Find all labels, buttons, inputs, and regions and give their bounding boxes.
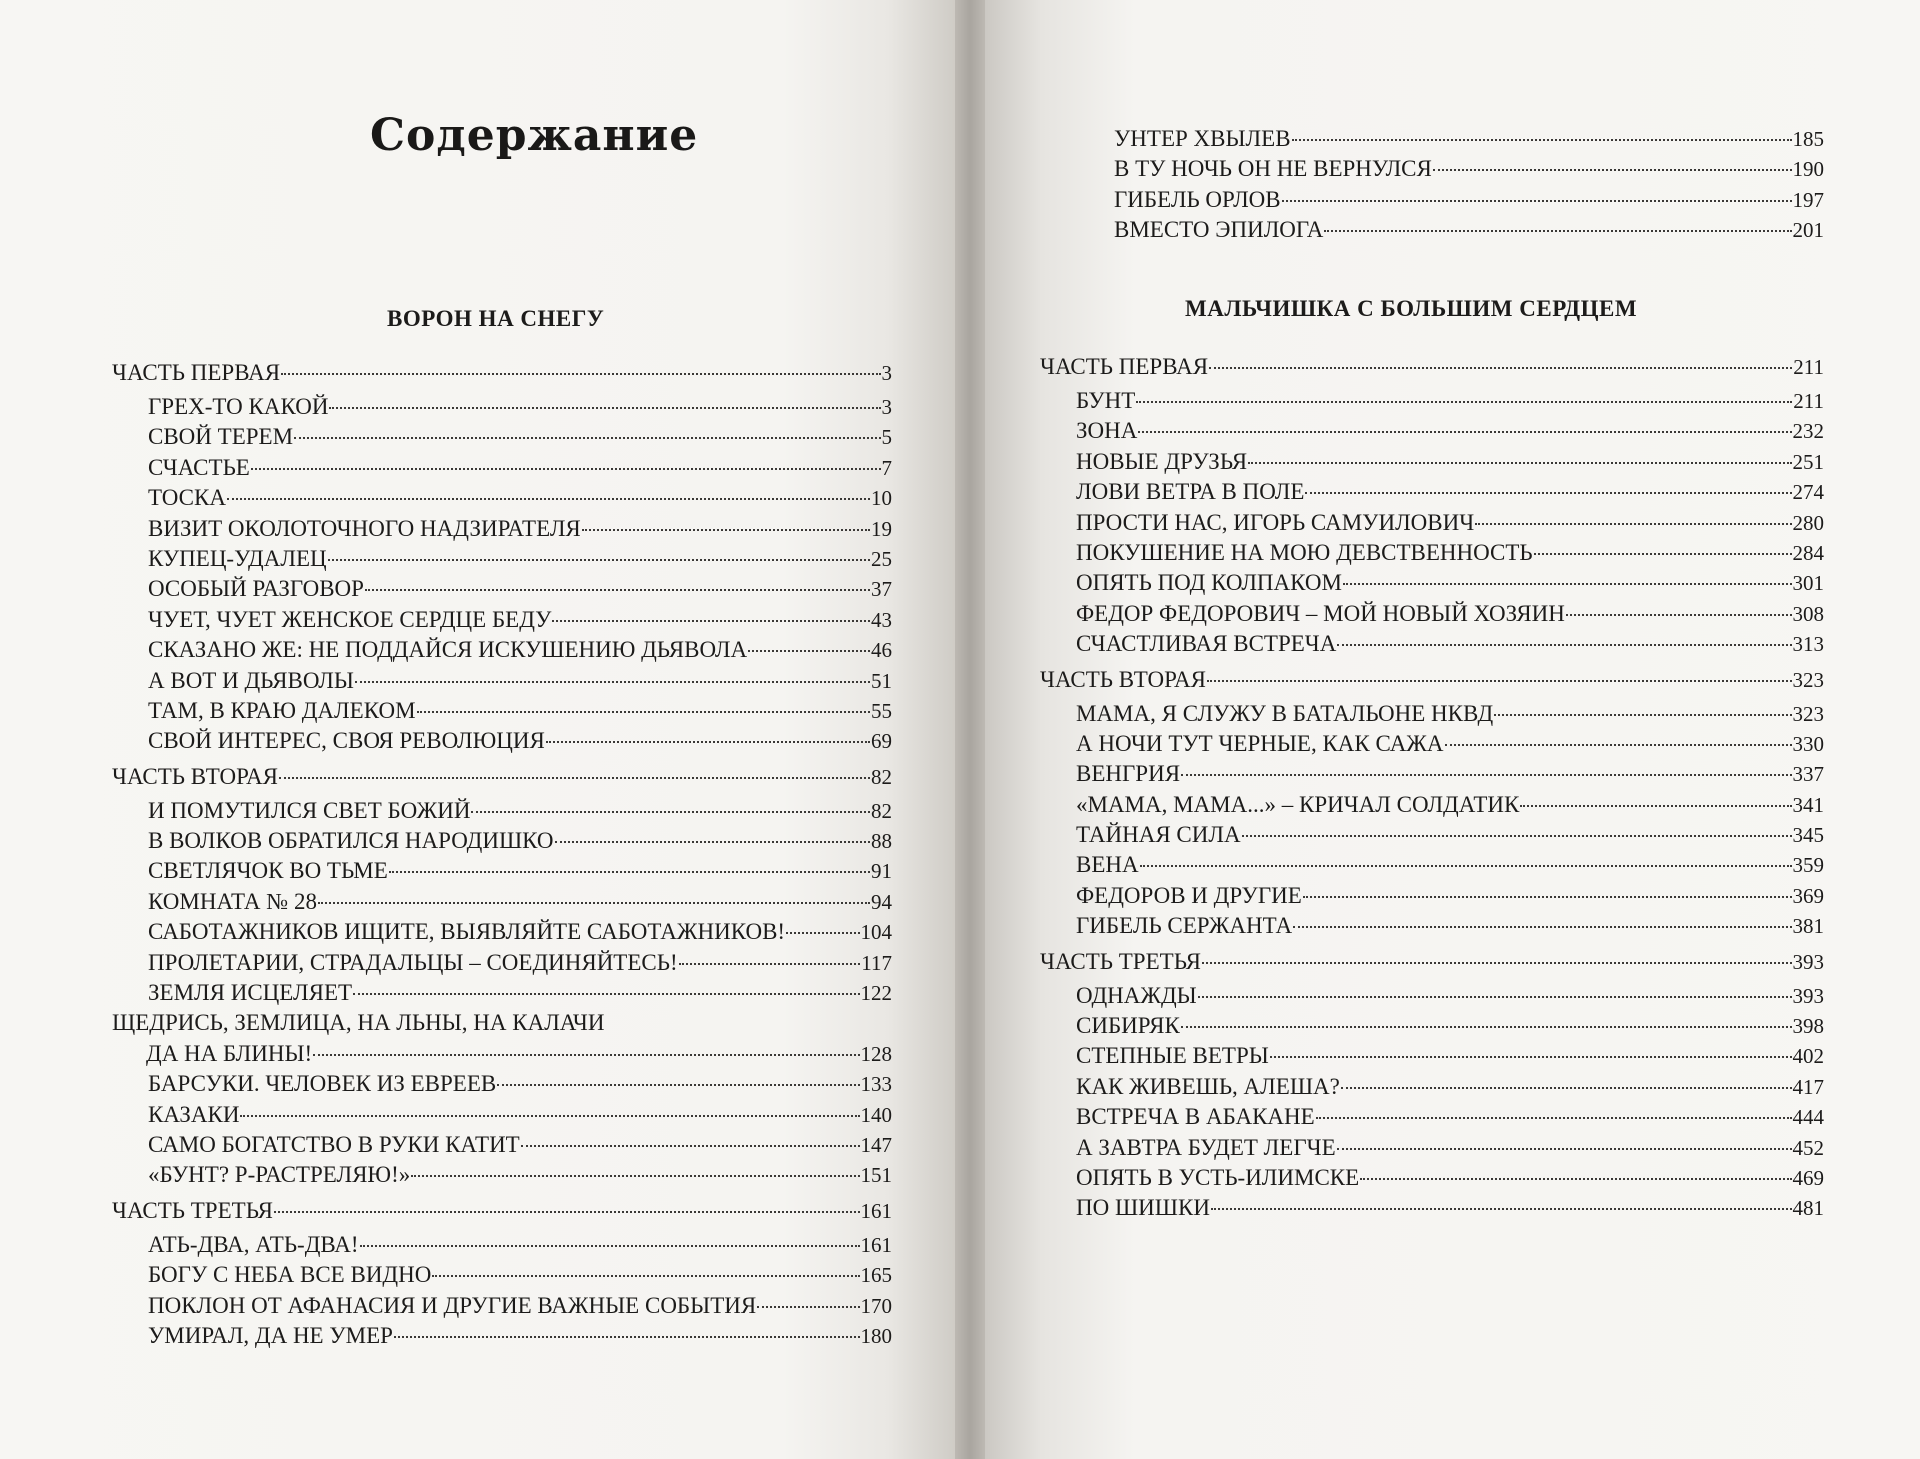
toc-page-number: 201 <box>1792 218 1824 243</box>
dot-leader <box>1198 996 1792 998</box>
book2-toc-row <box>1040 1133 1824 1163</box>
book2-toc-row <box>1040 1011 1824 1041</box>
book1-toc-row <box>112 1100 892 1130</box>
toc-page-number: 165 <box>860 1263 892 1288</box>
dot-leader <box>417 711 870 713</box>
dot-leader <box>1211 1208 1792 1210</box>
book1-toc-row <box>112 887 892 917</box>
dot-leader <box>1209 367 1792 369</box>
toc-entry-label: ВМЕСТО ЭПИЛОГА <box>1114 217 1324 243</box>
book1-toc-row <box>112 796 892 826</box>
dot-leader <box>1248 462 1791 464</box>
book2-toc-row <box>1040 568 1824 598</box>
toc-page-number: 232 <box>1792 419 1824 444</box>
toc-entry-label: ЗОНА <box>1076 418 1138 444</box>
toc-entry-label: ГРЕХ-ТО КАКОЙ <box>148 394 329 419</box>
book2-toc-row <box>1040 508 1824 538</box>
toc-page-number: 140 <box>860 1102 892 1127</box>
toc-entry-label: ФЕДОРОВ И ДРУГИЕ <box>1076 882 1302 908</box>
dot-leader <box>1324 230 1791 232</box>
book2-part-row <box>1040 660 1824 699</box>
toc-page-number: 308 <box>1792 601 1824 626</box>
toc-page-number: 211 <box>1793 389 1824 413</box>
toc-entry-label: ПО ШИШКИ <box>1076 1195 1210 1221</box>
book1-toc-continued-list <box>1078 124 1824 246</box>
toc-page-number: 122 <box>860 981 892 1006</box>
dot-leader <box>1282 200 1792 202</box>
book2-toc-row <box>1040 1072 1824 1102</box>
toc-entry-label: А ЗАВТРА БУДЕТ ЛЕГЧЕ <box>1076 1134 1336 1160</box>
toc-entry-label: ГИБЕЛЬ СЕРЖАНТА <box>1076 913 1293 939</box>
book1-toc-row <box>112 1008 892 1038</box>
book1-toc-row <box>112 696 892 726</box>
toc-page-number: 393 <box>1792 983 1824 1008</box>
dot-leader <box>1316 1117 1792 1119</box>
dot-leader <box>1305 492 1791 494</box>
toc-entry-label: КУПЕЦ-УДАЛЕЦ <box>148 545 327 571</box>
dot-leader <box>497 1084 859 1086</box>
toc-page-number: 197 <box>1792 187 1824 212</box>
toc-entry-label: УМИРАЛ, ДА НЕ УМЕР <box>148 1322 393 1348</box>
book1-toc-row <box>112 574 892 604</box>
book1-part-row <box>112 757 892 796</box>
book1-toc-row <box>112 544 892 574</box>
book1-toc-row <box>112 666 892 696</box>
book1-toc-row <box>112 826 892 856</box>
toc-entry-label: И ПОМУТИЛСЯ СВЕТ БОЖИЙ <box>148 797 471 823</box>
book2-part-row <box>1040 942 1824 981</box>
book2-toc-row <box>1040 538 1824 568</box>
toc-entry-label: ТАМ, В КРАЮ ДАЛЕКОМ <box>148 697 416 723</box>
toc-entry-label: ТАЙНАЯ СИЛА <box>1076 822 1241 848</box>
book2-toc-row <box>1040 416 1824 446</box>
dot-leader <box>279 777 870 779</box>
dot-leader <box>679 963 861 965</box>
toc-page-number: 3 <box>881 395 892 419</box>
dot-leader <box>1202 962 1791 964</box>
dot-leader <box>748 650 870 652</box>
toc-entry-label: ОПЯТЬ В УСТЬ-ИЛИМСКЕ <box>1076 1164 1360 1190</box>
book2-toc-row <box>1040 599 1824 629</box>
dot-leader <box>1136 401 1792 403</box>
toc-entry-label: НОВЫЕ ДРУЗЬЯ <box>1076 448 1248 474</box>
toc-page-number: 323 <box>1792 667 1824 692</box>
dot-leader <box>318 902 870 904</box>
toc-page-number: 19 <box>871 516 892 541</box>
book2-toc-row <box>1040 759 1824 789</box>
toc-entry-label: МАМА, Я СЛУЖУ В БАТАЛЬОНЕ НКВД <box>1076 700 1494 726</box>
toc-page-number: 402 <box>1792 1044 1824 1069</box>
book1-toc-row <box>112 1160 892 1190</box>
dot-leader <box>360 1245 860 1247</box>
dot-leader <box>353 993 859 995</box>
book2-toc-row <box>1040 386 1824 416</box>
dot-leader <box>227 498 870 500</box>
toc-entry-label: ВСТРЕЧА В АБАКАНЕ <box>1076 1104 1315 1130</box>
book1-toc-row <box>112 514 892 544</box>
toc-page-number: 94 <box>871 889 892 914</box>
toc-entry-label: СЧАСТЬЕ <box>148 454 250 480</box>
toc-page-number: 345 <box>1792 823 1824 848</box>
toc-entry-label: ОСОБЫЙ РАЗГОВОР <box>148 576 364 602</box>
toc-page-number: 82 <box>871 798 892 823</box>
toc-page-number: 51 <box>871 668 892 693</box>
toc-entry-label: ЛОВИ ВЕТРА В ПОЛЕ <box>1076 479 1305 505</box>
toc-page-number: 133 <box>860 1072 892 1097</box>
book2-toc-row <box>1040 1163 1824 1193</box>
toc-page-number: 398 <box>1792 1014 1824 1039</box>
toc-page-number: 180 <box>860 1323 892 1348</box>
book1-toc-row <box>1078 124 1824 154</box>
dot-leader <box>274 1211 859 1213</box>
dot-leader <box>546 741 870 743</box>
book1-part-row <box>112 1191 892 1230</box>
book1-toc-row <box>112 917 892 947</box>
book1-toc-row <box>112 1230 892 1260</box>
toc-page-number: 417 <box>1792 1074 1824 1099</box>
left-page <box>0 0 955 1459</box>
dot-leader <box>521 1145 860 1147</box>
book2-toc-row <box>1040 850 1824 880</box>
toc-page-number: 337 <box>1792 762 1824 787</box>
dot-leader <box>394 1336 860 1338</box>
toc-entry-label: ЧАСТЬ ТРЕТЬЯ <box>1040 948 1202 974</box>
toc-page-number: 117 <box>861 950 892 975</box>
book1-toc-row <box>1078 154 1824 184</box>
toc-page-number: 10 <box>871 486 892 511</box>
book1-toc-row <box>1078 185 1824 215</box>
dot-leader <box>281 373 880 375</box>
dot-leader <box>1341 1087 1792 1089</box>
dot-leader <box>786 932 859 934</box>
toc-page-number: 341 <box>1792 792 1824 817</box>
dot-leader <box>1270 1056 1792 1058</box>
book2-toc-row <box>1040 820 1824 850</box>
toc-page-number: 88 <box>871 829 892 854</box>
toc-page-number: 43 <box>871 607 892 632</box>
dot-leader <box>1433 169 1792 171</box>
dot-leader <box>471 811 870 813</box>
book2-toc-row <box>1040 477 1824 507</box>
toc-entry-label: ОДНАЖДЫ <box>1076 982 1197 1008</box>
toc-page-number: 323 <box>1792 701 1824 726</box>
dot-leader <box>1343 583 1792 585</box>
toc-entry-label: ВЕНА <box>1076 852 1139 878</box>
toc-entry-label: СИБИРЯК <box>1076 1013 1180 1039</box>
book1-toc-row <box>112 392 892 422</box>
toc-page-number: 91 <box>871 859 892 884</box>
toc-page-number: 161 <box>860 1232 892 1257</box>
dot-leader <box>294 437 880 439</box>
toc-page-number: 185 <box>1792 127 1824 151</box>
book2-toc-row <box>1040 881 1824 911</box>
dot-leader <box>1566 614 1792 616</box>
toc-entry-label: ЧАСТЬ ВТОРАЯ <box>1040 666 1206 692</box>
book1-toc-row <box>112 605 892 635</box>
toc-page-number: 128 <box>860 1041 892 1066</box>
toc-entry-label: А ВОТ И ДЬЯВОЛЫ <box>148 667 354 693</box>
toc-page-number: 313 <box>1792 632 1824 657</box>
book-gutter <box>955 0 985 1459</box>
dot-leader <box>355 681 870 683</box>
toc-entry-label: ОПЯТЬ ПОД КОЛПАКОМ <box>1076 570 1342 596</box>
toc-page-number: 3 <box>881 361 892 385</box>
toc-page-number: 274 <box>1792 480 1824 505</box>
toc-page-number: 161 <box>860 1198 892 1223</box>
toc-page-number: 147 <box>860 1132 892 1157</box>
toc-page-number: 444 <box>1792 1105 1824 1130</box>
dot-leader <box>1181 1026 1792 1028</box>
toc-entry-label: АТЬ-ДВА, АТЬ-ДВА! <box>148 1231 359 1257</box>
dot-leader <box>1292 139 1792 141</box>
book2-toc-row <box>1040 911 1824 941</box>
dot-leader <box>328 559 870 561</box>
toc-page-number: 280 <box>1792 510 1824 535</box>
toc-page-number: 393 <box>1792 949 1824 974</box>
toc-entry-label: ЩЕДРИСЬ, ЗЕМЛИЦА, НА ЛЬНЫ, НА КАЛАЧИ <box>112 1010 605 1036</box>
book1-toc-row <box>1078 215 1824 245</box>
book2-toc-row <box>1040 790 1824 820</box>
toc-entry-label: БАРСУКИ. ЧЕЛОВЕК ИЗ ЕВРЕЕВ <box>148 1071 497 1097</box>
toc-entry-label: ЗЕМЛЯ ИСЦЕЛЯЕТ <box>148 980 353 1006</box>
dot-leader <box>240 1115 859 1117</box>
toc-entry-label: СВЕТЛЯЧОК ВО ТЬМЕ <box>148 858 388 884</box>
toc-page-number: 211 <box>1793 355 1824 379</box>
book1-part-row <box>112 353 892 392</box>
dot-leader <box>1140 865 1792 867</box>
toc-entry-label: ФЕДОР ФЕДОРОВИЧ – МОЙ НОВЫЙ ХОЗЯИН <box>1076 600 1565 626</box>
toc-entry-label: СВОЙ ИНТЕРЕС, СВОЯ РЕВОЛЮЦИЯ <box>148 728 545 754</box>
toc-page-number: 381 <box>1792 914 1824 939</box>
toc-entry-label: КАК ЖИВЕШЬ, АЛЕША? <box>1076 1073 1340 1099</box>
book1-toc-row <box>112 1260 892 1290</box>
toc-page-number: 359 <box>1792 853 1824 878</box>
book1-toc-row <box>112 726 892 756</box>
book1-toc-row <box>112 1291 892 1321</box>
toc-entry-label: ЧУЕТ, ЧУЕТ ЖЕНСКОЕ СЕРДЦЕ БЕДУ <box>148 606 552 632</box>
dot-leader <box>1242 835 1792 837</box>
dot-leader <box>1138 431 1791 433</box>
book1-toc-list <box>112 353 892 1351</box>
toc-page-number: 469 <box>1792 1165 1824 1190</box>
book1-toc-row <box>112 948 892 978</box>
toc-page-number: 301 <box>1792 571 1824 596</box>
dot-leader <box>365 589 870 591</box>
toc-entry-label: БУНТ <box>1076 388 1136 413</box>
dot-leader <box>411 1175 859 1177</box>
toc-entry-label: САМО БОГАТСТВО В РУКИ КАТИТ <box>148 1131 520 1157</box>
book2-toc-row <box>1040 1041 1824 1071</box>
toc-entry-label: СЧАСТЛИВАЯ ВСТРЕЧА <box>1076 631 1337 657</box>
toc-page-number: 369 <box>1792 883 1824 908</box>
toc-entry-label: ЧАСТЬ ТРЕТЬЯ <box>112 1197 274 1223</box>
dot-leader <box>251 468 881 470</box>
book1-toc-row <box>112 483 892 513</box>
toc-entry-label: ПРОЛЕТАРИИ, СТРАДАЛЬЦЫ – СОЕДИНЯЙТЕСЬ! <box>148 949 678 975</box>
dot-leader <box>1207 680 1792 682</box>
toc-entry-label: В ВОЛКОВ ОБРАТИЛСЯ НАРОДИШКО <box>148 828 554 854</box>
toc-page-number: 452 <box>1792 1135 1824 1160</box>
toc-entry-label: БОГУ С НЕБА ВСЕ ВИДНО <box>148 1262 432 1288</box>
toc-entry-label: ТОСКА <box>148 485 226 511</box>
toc-entry-label: ДА НА БЛИНЫ! <box>146 1040 313 1066</box>
book2-toc-row <box>1040 629 1824 659</box>
book1-toc-row <box>112 978 892 1008</box>
toc-entry-label: ВЕНГРИЯ <box>1076 761 1181 787</box>
book1-toc-row <box>112 635 892 665</box>
dot-leader <box>389 871 870 873</box>
book1-title: ВОРОН НА СНЕГУ <box>387 306 605 331</box>
toc-page-number: 190 <box>1792 157 1824 182</box>
toc-page-number: 5 <box>881 425 892 450</box>
toc-entry-label: УНТЕР ХВЫЛЕВ <box>1114 126 1291 151</box>
toc-entry-label: КОМНАТА № 28 <box>148 888 317 914</box>
book1-toc-row <box>112 1321 892 1351</box>
toc-page-number: 82 <box>871 764 892 789</box>
dot-leader <box>1337 644 1791 646</box>
dot-leader <box>1181 774 1791 776</box>
dot-leader <box>432 1275 859 1277</box>
toc-page-number: 46 <box>871 638 892 663</box>
toc-entry-label: «БУНТ? Р-РАСТРЕЛЯЮ!» <box>148 1162 411 1188</box>
toc-entry-label: «МАМА, МАМА...» – КРИЧАЛ СОЛДАТИК <box>1076 791 1520 817</box>
dot-leader <box>313 1054 859 1056</box>
toc-entry-label: СТЕПНЫЕ ВЕТРЫ <box>1076 1043 1269 1069</box>
dot-leader <box>582 529 870 531</box>
toc-page-number: 330 <box>1792 731 1824 756</box>
dot-leader <box>555 841 870 843</box>
toc-entry-label: ЧАСТЬ ПЕРВАЯ <box>1040 354 1209 379</box>
book1-toc-row <box>112 453 892 483</box>
toc-page-number: 7 <box>881 455 892 480</box>
dot-leader <box>1475 523 1791 525</box>
book1-toc-row <box>112 422 892 452</box>
toc-page-number: 481 <box>1792 1196 1824 1221</box>
book2-toc-row <box>1040 981 1824 1011</box>
toc-entry-label: В ТУ НОЧЬ ОН НЕ ВЕРНУЛСЯ <box>1114 156 1432 182</box>
book2-toc-list <box>1040 347 1824 1224</box>
dot-leader <box>1494 714 1791 716</box>
book2-toc-row <box>1040 447 1824 477</box>
toc-entry-label: ЧАСТЬ ВТОРАЯ <box>112 763 278 789</box>
dot-leader <box>552 620 870 622</box>
toc-entry-label: ПОКУШЕНИЕ НА МОЮ ДЕВСТВЕННОСТЬ <box>1076 539 1533 565</box>
toc-page-number: 104 <box>860 920 892 945</box>
dot-leader <box>757 1306 859 1308</box>
dot-leader <box>1520 805 1791 807</box>
toc-entry-label: ВИЗИТ ОКОЛОТОЧНОГО НАДЗИРАТЕЛЯ <box>148 515 581 541</box>
book1-toc-row <box>112 1130 892 1160</box>
dot-leader <box>1293 926 1791 928</box>
toc-entry-label: СВОЙ ТЕРЕМ <box>148 424 294 450</box>
book2-toc-row <box>1040 699 1824 729</box>
toc-page-number: 55 <box>871 698 892 723</box>
dot-leader <box>1360 1178 1791 1180</box>
book1-toc-row <box>112 1069 892 1099</box>
dot-leader <box>329 407 880 409</box>
toc-entry-label: ПРОСТИ НАС, ИГОРЬ САМУИЛОВИЧ <box>1076 509 1475 535</box>
toc-entry-label: ПОКЛОН ОТ АФАНАСИЯ И ДРУГИЕ ВАЖНЫЕ СОБЫТИЯ <box>148 1292 757 1318</box>
book2-toc-row <box>1040 729 1824 759</box>
toc-page-number: 69 <box>871 729 892 754</box>
book2-title: МАЛЬЧИШКА С БОЛЬШИМ СЕРДЦЕМ <box>1185 296 1638 321</box>
dot-leader <box>1303 896 1792 898</box>
toc-entry-label: А НОЧИ ТУТ ЧЕРНЫЕ, КАК САЖА <box>1076 730 1444 756</box>
book2-toc-row <box>1040 1102 1824 1132</box>
toc-entry-label: КАЗАКИ <box>148 1101 240 1127</box>
toc-entry-label: СКАЗАНО ЖЕ: НЕ ПОДДАЙСЯ ИСКУШЕНИЮ ДЬЯВОЛА <box>148 637 748 663</box>
book2-toc-row <box>1040 1193 1824 1223</box>
toc-page-number: 284 <box>1792 540 1824 565</box>
book2-part-row <box>1040 347 1824 386</box>
toc-entry-label: ЧАСТЬ ПЕРВАЯ <box>112 360 281 385</box>
toc-page-number: 251 <box>1792 449 1824 474</box>
book1-toc-row <box>112 856 892 886</box>
toc-entry-label: САБОТАЖНИКОВ ИЩИТЕ, ВЫЯВЛЯЙТЕ САБОТАЖНИКОВ! <box>148 919 786 945</box>
dot-leader <box>1534 553 1792 555</box>
toc-page-number: 170 <box>860 1293 892 1318</box>
toc-page-number: 151 <box>860 1163 892 1188</box>
dot-leader <box>1337 1148 1792 1150</box>
dot-leader <box>1445 744 1792 746</box>
toc-entry-label: ГИБЕЛЬ ОРЛОВ <box>1114 186 1281 212</box>
contents-heading: Содержание <box>370 110 699 161</box>
book1-toc-row <box>112 1039 892 1069</box>
toc-page-number: 25 <box>871 546 892 571</box>
toc-page-number: 37 <box>871 577 892 602</box>
